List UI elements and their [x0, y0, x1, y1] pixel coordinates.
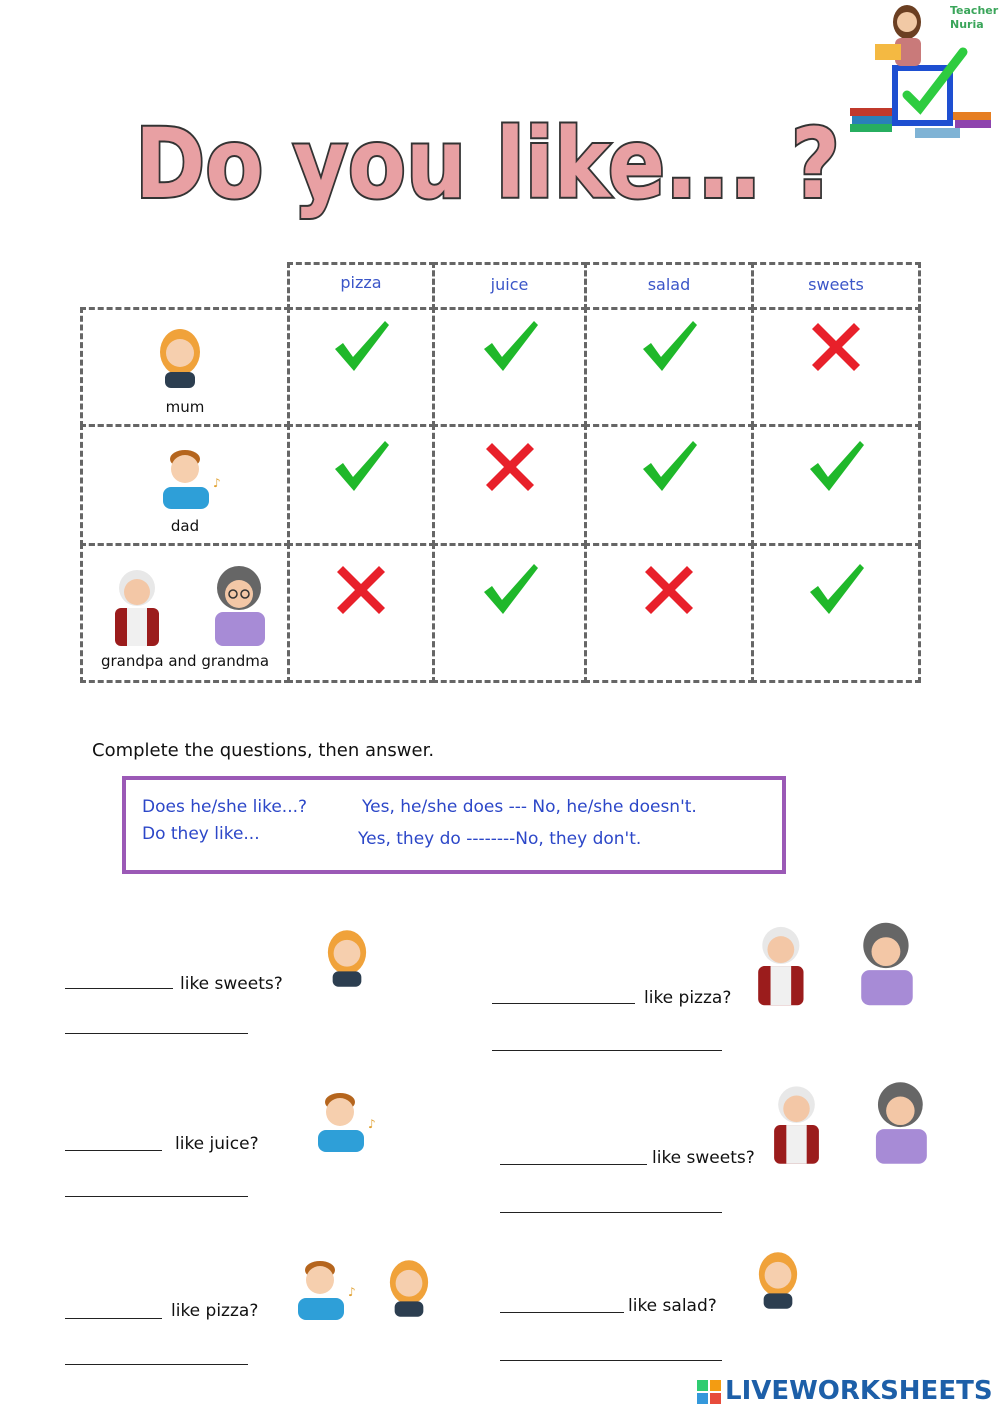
cross-icon [804, 315, 868, 379]
dad-avatar [157, 445, 227, 509]
check-icon [804, 558, 868, 622]
row-label-grandpa-and-grandma [80, 543, 290, 683]
svg-text:♪: ♪ [348, 1285, 356, 1299]
liveworksheets-logo-icon [697, 1380, 721, 1404]
answer-blank[interactable] [65, 1196, 248, 1197]
row-label-dad [80, 424, 290, 546]
dad-avatar [292, 1256, 362, 1320]
check-icon [478, 315, 542, 379]
cross-icon [329, 558, 393, 622]
answer-blank[interactable] [65, 1364, 248, 1365]
column-header-label: salad [647, 275, 691, 294]
svg-text:♪: ♪ [213, 476, 221, 490]
row-label-text: dad [170, 517, 200, 535]
answer-blank[interactable] [500, 1212, 722, 1213]
mum-avatar [387, 1258, 431, 1318]
mum-avatar [157, 328, 203, 388]
teacher-name-line2: Nuria [950, 18, 984, 31]
question-text: like juice? [175, 1134, 259, 1154]
box-answer-singular: Yes, he/she does --- No, he/she doesn't. [362, 797, 697, 817]
check-icon [329, 435, 393, 499]
answer-blank[interactable] [500, 1312, 624, 1313]
language-box [122, 776, 786, 874]
question-text: like pizza? [171, 1301, 259, 1321]
check-icon [329, 315, 393, 379]
answer-blank[interactable] [500, 1360, 722, 1361]
question-text: like sweets? [652, 1148, 755, 1168]
answer-blank[interactable] [65, 1318, 162, 1319]
row-label-text: mum [165, 398, 205, 416]
box-question-plural: Do they like... [142, 824, 260, 844]
column-header-label: sweets [808, 275, 864, 294]
cross-icon [637, 558, 701, 622]
box-answer-plural: Yes, they do --------No, they don't. [358, 829, 642, 849]
title-text: Do you like... ? [135, 108, 840, 220]
instructions: Complete the questions, then answer. [92, 740, 435, 761]
footer-brand: LIVEWORKSHEETS [725, 1376, 993, 1406]
check-icon [804, 435, 868, 499]
cross-icon [478, 435, 542, 499]
question-text: like sweets? [180, 974, 283, 994]
column-header-pizza [287, 262, 435, 310]
check-icon [478, 558, 542, 622]
check-icon [637, 435, 701, 499]
row-label-mum [80, 307, 290, 427]
question-text: like pizza? [644, 988, 732, 1008]
answer-blank[interactable] [492, 1050, 722, 1051]
column-header-salad [584, 262, 754, 310]
column-header-juice [432, 262, 587, 310]
row-label-text: grandpa and grandma [100, 652, 270, 670]
column-header-label: juice [490, 275, 529, 294]
column-header-label: pizza [340, 273, 382, 292]
answer-blank[interactable] [65, 1033, 248, 1034]
question-text: like salad? [628, 1296, 717, 1316]
svg-text:♪: ♪ [368, 1117, 376, 1131]
box-question-singular: Does he/she like...? [142, 797, 308, 817]
dad-avatar [312, 1088, 382, 1152]
answer-blank[interactable] [500, 1164, 647, 1165]
check-icon [637, 315, 701, 379]
answer-blank[interactable] [65, 1150, 162, 1151]
answer-blank[interactable] [492, 1003, 635, 1004]
grandparents-avatar [768, 1080, 936, 1166]
column-header-sweets [751, 262, 921, 310]
mum-avatar [325, 928, 369, 988]
page-title [130, 105, 850, 225]
grandparents-avatar [752, 922, 922, 1006]
grandparents-avatar [109, 566, 274, 646]
teacher-name-line1: Teacher [950, 4, 999, 17]
answer-blank[interactable] [65, 988, 173, 989]
mum-avatar [756, 1250, 800, 1310]
teacher-name [950, 4, 998, 32]
